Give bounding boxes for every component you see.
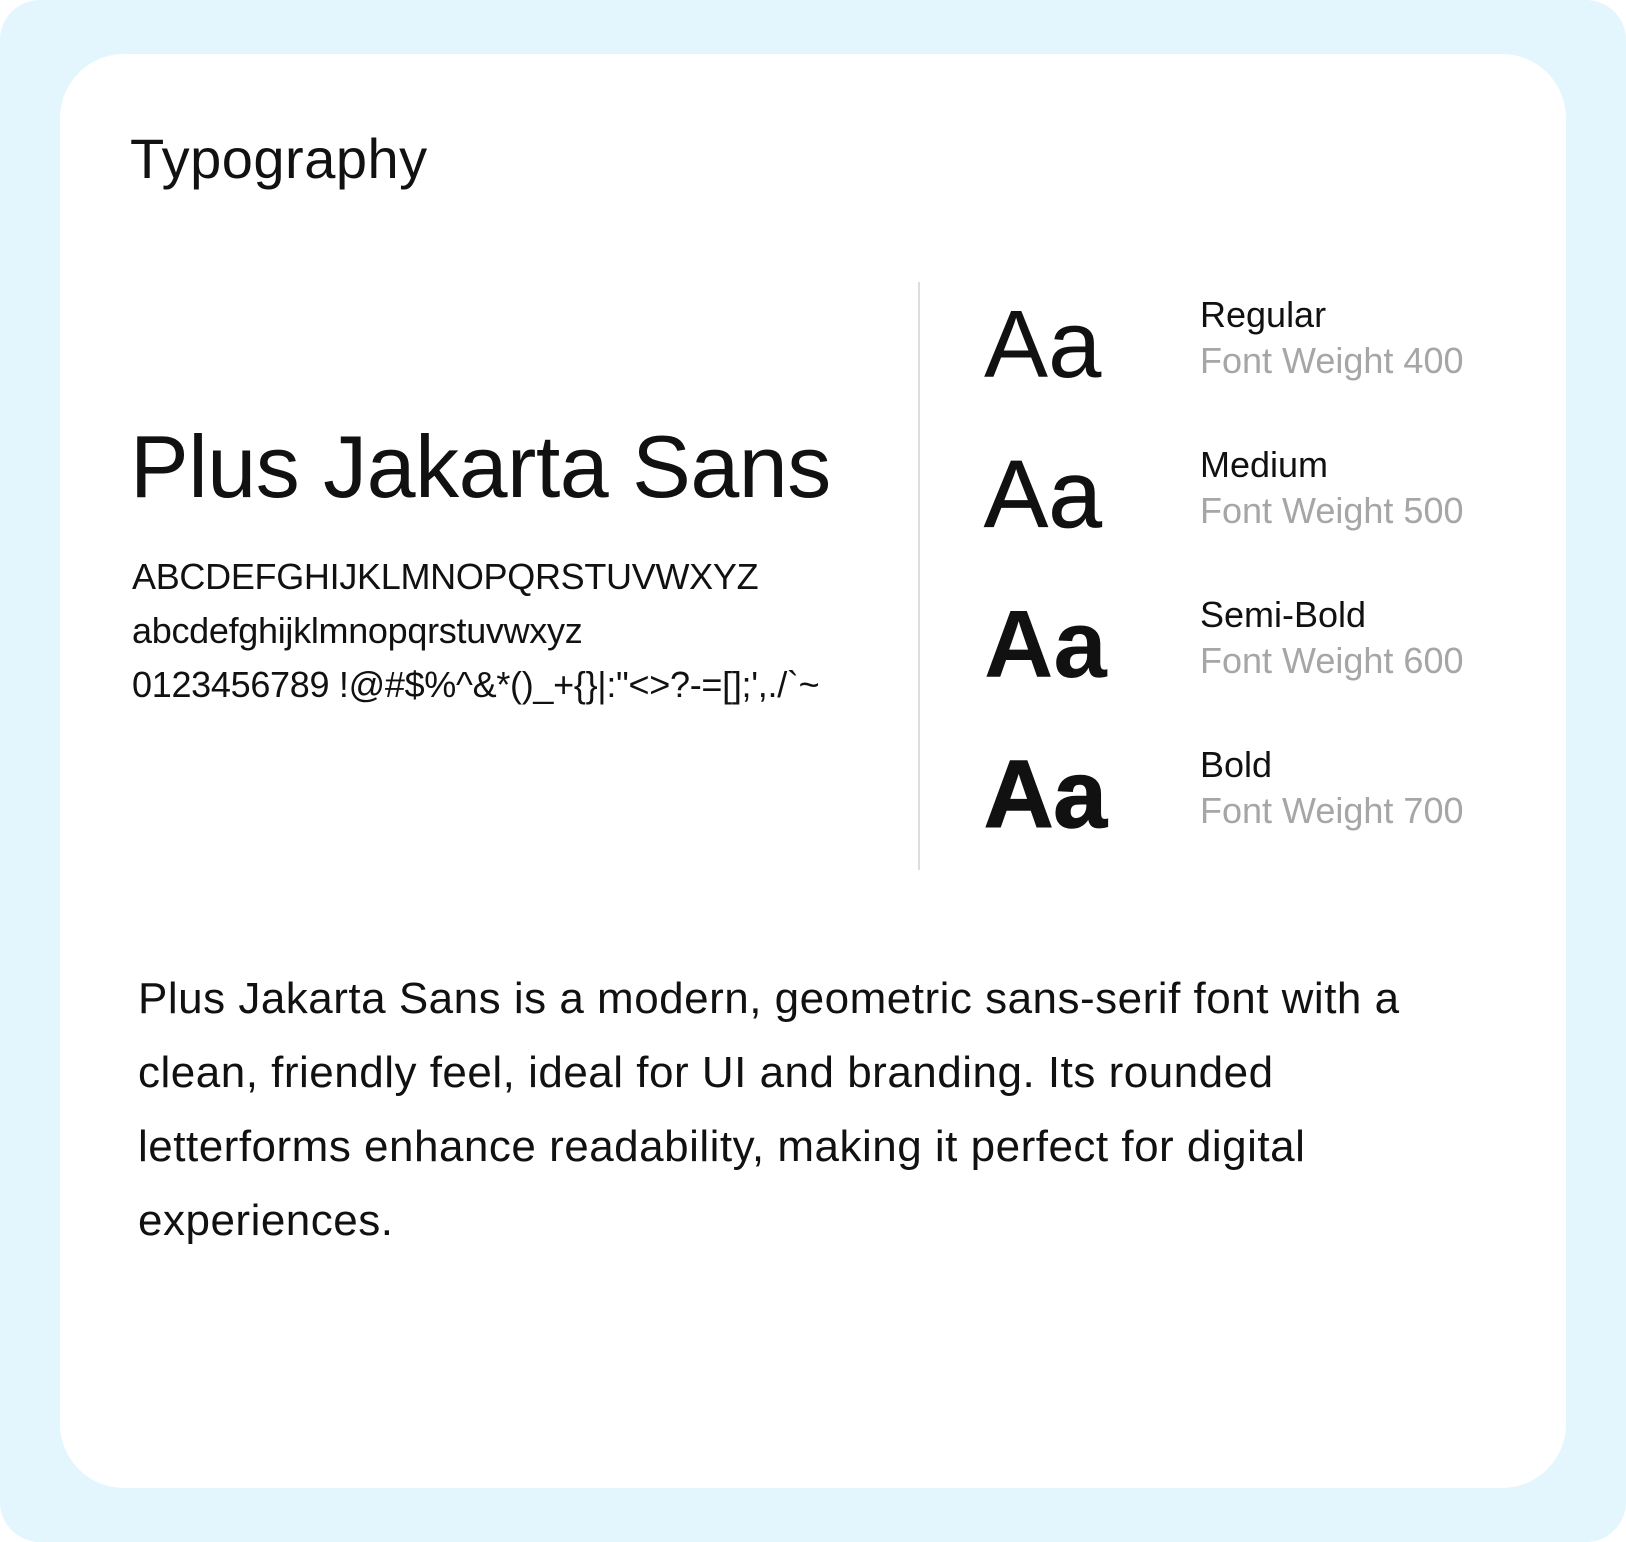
weight-row-medium (984, 440, 1504, 560)
weight-value: Font Weight 600 (1200, 640, 1464, 681)
weight-name: Medium (1200, 444, 1329, 485)
font-name: Plus Jakarta Sans (130, 417, 831, 516)
section-title: Typography (130, 127, 428, 190)
numbers-symbols-glyphs: 0123456789 !@#$%^&*()_+{}|:"<>?-=[];',./`~ (132, 664, 820, 705)
weight-sample: Aa (984, 291, 1102, 398)
weight-name: Bold (1200, 744, 1273, 785)
weight-sample: Aa (984, 591, 1107, 698)
weight-value: Font Weight 500 (1200, 490, 1464, 531)
weight-name: Regular (1200, 294, 1327, 335)
weight-row-bold (984, 740, 1504, 860)
vertical-divider (918, 282, 920, 870)
weight-name: Semi-Bold (1200, 594, 1367, 635)
lowercase-glyphs: abcdefghijklmnopqrstuvwxyz (132, 610, 583, 651)
weight-row-regular (984, 290, 1504, 410)
uppercase-glyphs: ABCDEFGHIJKLMNOPQRSTUVWXYZ (132, 556, 759, 597)
weight-row-semi-bold (984, 590, 1504, 710)
weight-value: Font Weight 700 (1200, 790, 1464, 831)
font-description: Plus Jakarta Sans is a modern, geometric sans-serif font with a clean, friendly feel, ideal for UI and branding. Its rounded letterforms enhance readability, making it perfect for digital experiences. (138, 974, 1400, 1245)
typography-card (60, 54, 1566, 1488)
weight-sample: Aa (984, 741, 1107, 848)
weight-sample: Aa (984, 441, 1103, 548)
weight-value: Font Weight 400 (1200, 340, 1464, 381)
